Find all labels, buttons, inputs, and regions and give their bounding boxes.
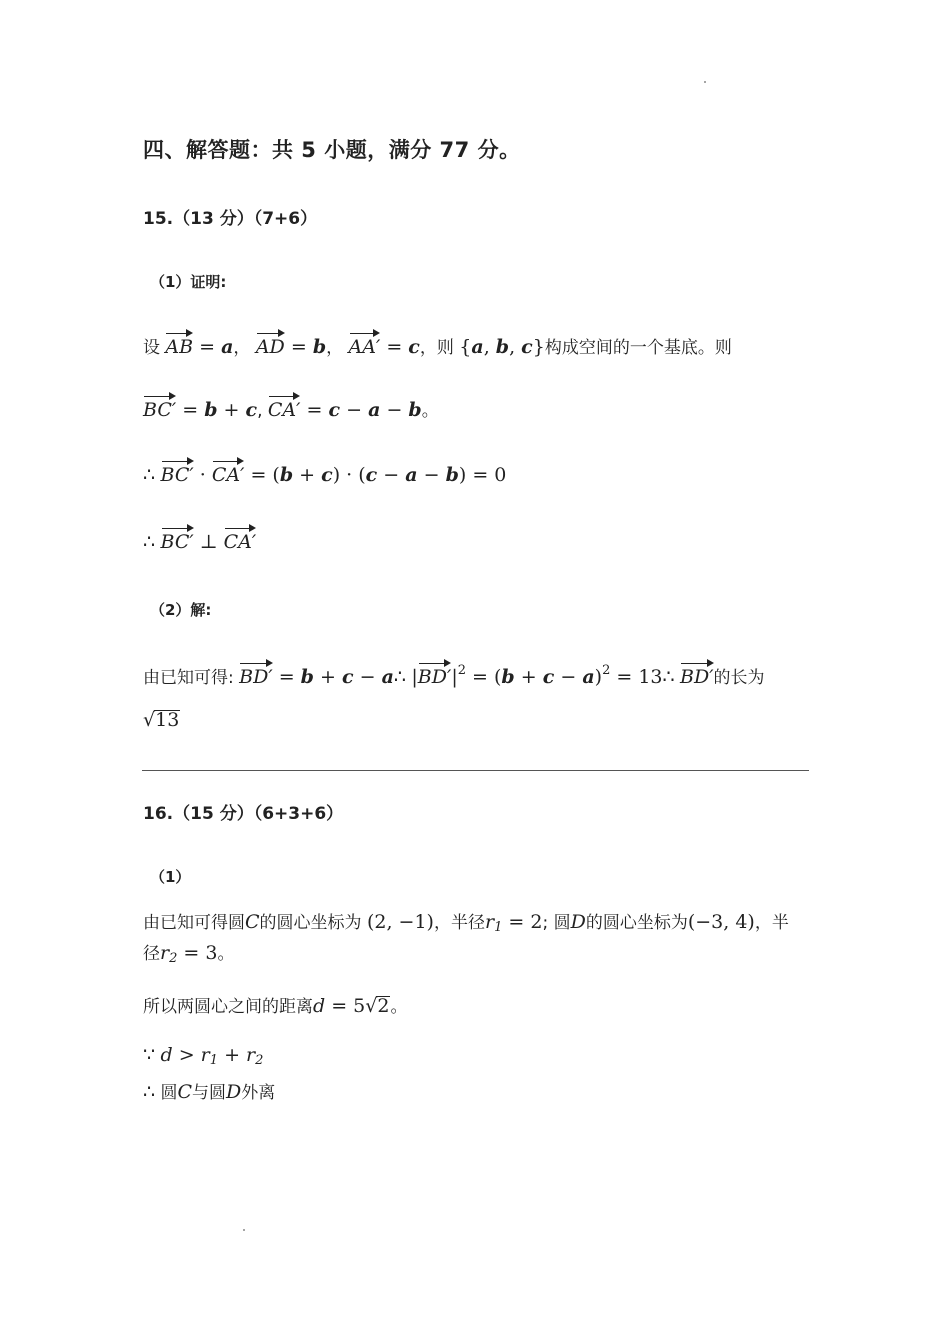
- vector-aa-prime: AA′ = c: [349, 336, 420, 358]
- text: 。: [390, 997, 408, 1017]
- vector-bd-prime: BD′: [680, 666, 714, 688]
- q15-part1-label: （1）证明:: [150, 273, 227, 291]
- radius-r1: $r_1 = 2$: [484, 911, 543, 935]
- q15-answer: [143, 710, 180, 730]
- math-c: C: [177, 1081, 193, 1103]
- basis-set: {a, b, c}: [459, 336, 545, 358]
- q16-line2: [143, 944, 234, 965]
- text: 由已知可得圆: [143, 913, 245, 933]
- distance-d: d = 5√2: [313, 995, 390, 1017]
- q16-line4: [143, 1046, 263, 1067]
- q16-header: 16.（15 分）（6+3+6）: [143, 804, 344, 824]
- math-d: D: [226, 1081, 242, 1103]
- dot-product-equation: BC′ · CA′ = (b + c) · (c − a − b) = 0: [161, 464, 507, 486]
- vector-bc-prime: BC′ = b + c: [143, 399, 257, 421]
- divider: [142, 770, 809, 771]
- text: 的长为: [713, 668, 765, 688]
- text: ,: [257, 401, 263, 421]
- vector-bd-prime: BD′ = b + c − a: [239, 666, 394, 688]
- text: 由已知可得:: [143, 668, 234, 688]
- text: 的圆心坐标为: [259, 913, 362, 933]
- inequality: $d > r_1 + r_2$: [160, 1044, 264, 1068]
- because-symbol: ∵: [143, 1044, 156, 1066]
- math-d: D: [570, 911, 586, 933]
- math-c: C: [245, 911, 260, 933]
- text: 。: [217, 944, 235, 964]
- magnitude-equation: $|BD'|^2 = (b + c - a)^2 = 13$: [411, 666, 662, 688]
- q15-line2: [143, 393, 439, 420]
- vector-ca-prime: CA′ = c − a − b: [268, 399, 422, 421]
- q16-line1: [143, 913, 789, 934]
- text: 的圆心坐标为: [585, 913, 688, 933]
- section-title: 四、解答题：共 5 小题，满分 77 分。: [143, 138, 521, 162]
- q16-part1-label: （1）: [150, 868, 191, 886]
- text: 所以两圆心之间的距离: [143, 997, 313, 1017]
- text: ，则: [419, 338, 454, 358]
- text: 与圆: [192, 1083, 227, 1103]
- text: 径: [143, 944, 160, 964]
- vector-ab: AB = a: [165, 336, 233, 358]
- vector-ad: AD = b: [256, 336, 326, 358]
- center-c: (2, −1): [366, 911, 434, 933]
- scan-speck: [704, 81, 706, 83]
- text: ，半径: [433, 913, 485, 933]
- therefore-symbol: ∴: [393, 666, 406, 688]
- text: ; 圆: [542, 913, 571, 933]
- text: 外离: [241, 1083, 276, 1103]
- text: 构成空间的一个基底。则: [544, 338, 732, 358]
- q15-header: 15.（13 分）（7+6）: [143, 209, 318, 229]
- q16-line3: [143, 996, 407, 1016]
- q16-line5: [143, 1083, 275, 1102]
- text: ，: [326, 338, 344, 358]
- radius-r2: $r_2 = 3$: [160, 942, 218, 966]
- q15-line5: [143, 660, 765, 687]
- q15-line1: [143, 330, 732, 357]
- text: 设: [143, 338, 160, 358]
- scan-speck: [243, 1229, 245, 1231]
- center-d: (−3, 4): [687, 911, 755, 933]
- perpendicular-statement: BC′ ⊥ CA′: [161, 531, 257, 553]
- therefore-symbol: ∴: [143, 531, 156, 553]
- sqrt-13: √13: [143, 709, 180, 731]
- therefore-symbol: ∴: [662, 666, 675, 688]
- therefore-symbol: ∴: [143, 464, 156, 486]
- q15-line3: [143, 458, 506, 485]
- text: ，: [233, 338, 251, 358]
- q15-part2-label: （2）解:: [150, 601, 212, 619]
- text: 。: [421, 401, 439, 421]
- therefore-symbol: ∴: [143, 1081, 156, 1103]
- q15-line4: [143, 525, 256, 552]
- text: 圆: [160, 1083, 178, 1103]
- text: ，半: [754, 913, 789, 933]
